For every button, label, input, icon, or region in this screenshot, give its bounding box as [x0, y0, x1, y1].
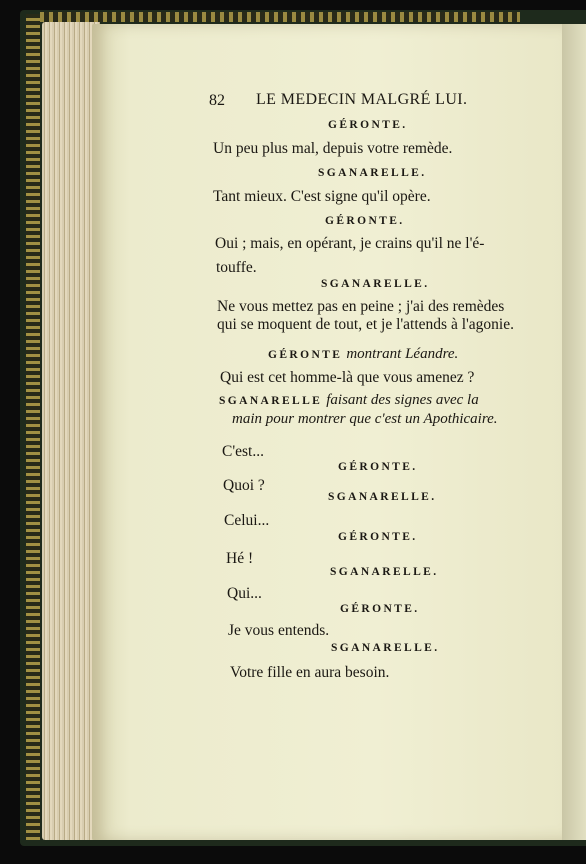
stage-direction: faisant des signes avec la	[326, 392, 479, 408]
speaker-label: GÉRONTE.	[340, 603, 420, 615]
dialogue-line: qui se moquent de tout, et je l'attends à l'agonie.	[217, 316, 514, 333]
dialogue-line: touffe.	[216, 259, 257, 276]
dialogue-line: C'est...	[222, 443, 264, 460]
dialogue-line: Tant mieux. C'est signe qu'il opère.	[213, 188, 431, 205]
speaker-label: GÉRONTE.	[328, 119, 408, 131]
dialogue-line: Votre fille en aura besoin.	[230, 664, 390, 681]
speaker-label: SGANARELLE.	[331, 642, 440, 654]
page-number: 82	[209, 92, 225, 109]
dialogue-line: Hé !	[226, 550, 254, 567]
dialogue-line: Qui est cet homme-là que vous amenez ?	[220, 369, 475, 386]
stage-direction: main pour montrer que c'est un Apothicaire.	[232, 411, 498, 427]
dialogue-line: Un peu plus mal, depuis votre remède.	[213, 140, 453, 157]
speaker-label: GÉRONTE	[268, 349, 343, 361]
speaker-label: SGANARELLE	[219, 395, 323, 407]
speaker-label: GÉRONTE.	[325, 215, 405, 227]
dialogue-line: Qui...	[227, 585, 262, 602]
speaker-label: SGANARELLE.	[330, 566, 439, 578]
speaker-label: GÉRONTE.	[338, 461, 418, 473]
speaker-label: GÉRONTE.	[338, 531, 418, 543]
speaker-with-stage-direction	[219, 391, 479, 409]
dialogue-line: Je vous entends.	[228, 622, 330, 639]
running-title: LE MEDECIN MALGRÉ LUI.	[256, 91, 468, 108]
dialogue-line: Ne vous mettez pas en peine ; j'ai des remèdes	[217, 298, 505, 315]
speaker-with-stage-direction	[268, 345, 458, 363]
stage-direction: montrant Léandre.	[346, 346, 459, 362]
dialogue-line: Quoi ?	[223, 477, 265, 494]
speaker-label: SGANARELLE.	[321, 278, 430, 290]
speaker-label: SGANARELLE.	[328, 491, 437, 503]
dialogue-line: Oui ; mais, en opérant, je crains qu'il ne l'é-	[215, 235, 485, 252]
dialogue-line: Celui...	[224, 512, 270, 529]
speaker-label: SGANARELLE.	[318, 167, 427, 179]
